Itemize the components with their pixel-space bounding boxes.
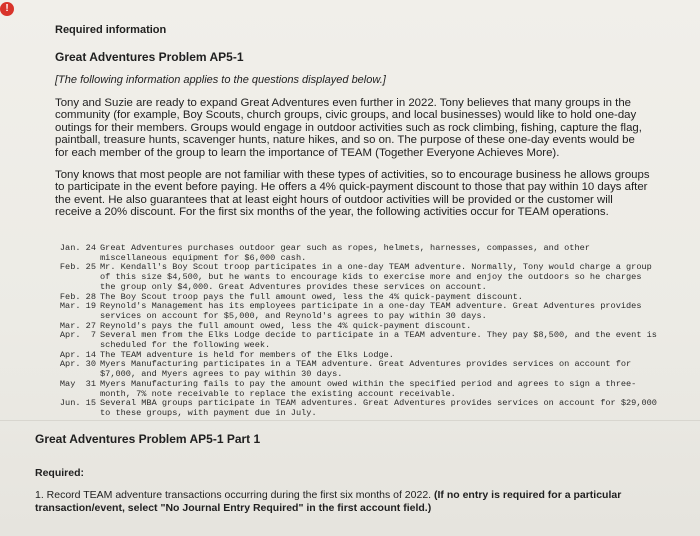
info-note: [The following information applies to the questions displayed below.] — [55, 74, 386, 86]
transaction-row — [50, 263, 660, 292]
transaction-date: Apr. 7 — [59, 330, 96, 341]
transaction-date: Mar. 19 — [59, 301, 96, 312]
transaction-text: The TEAM adventure is held for members of the Elks Lodge. — [100, 349, 394, 360]
transaction-text: Reynold's Management has its employees participate in a one-day TEAM adventure. Great Adventures provides services on account for $5,000, and Reynold's agrees to pay within 30 days. — [100, 301, 642, 321]
instruction-text — [35, 489, 655, 514]
transaction-date: Feb. 25 — [59, 262, 96, 273]
transaction-row — [50, 399, 660, 418]
instruction-bold: (If no entry is required for a particular transaction/event, select "No Journal Entry Required" in the first account field.) — [35, 489, 622, 514]
transaction-text: Myers Manufacturing fails to pay the amount owed within the specified period and agrees to sign a three-month, 7% note receivable to replace the existing account receivable. — [100, 378, 637, 399]
section-divider — [0, 420, 700, 421]
transaction-row — [50, 302, 660, 321]
required-information-heading: Required information — [55, 24, 167, 36]
transaction-date: May 31 — [59, 378, 96, 389]
transaction-text: Myers Manufacturing participates in a TEAM adventure. Great Adventures provides services on account for $7,000, and Myers agrees to pay within 30 days. — [100, 359, 632, 380]
transaction-text: Several MBA groups participate in TEAM adventures. Great Adventures provides services on account for $29,000 to these groups, with payment due in July. — [100, 398, 657, 418]
transaction-list — [50, 244, 660, 419]
transaction-date: Mar. 27 — [59, 320, 96, 331]
transaction-row — [50, 331, 660, 350]
transaction-date: Feb. 28 — [59, 291, 96, 302]
transaction-row — [50, 380, 660, 399]
transaction-text: Mr. Kendall's Boy Scout troop participates in a one-day TEAM adventure. Normally, Tony would charge a group of this size $4,500, but he wants to encourage kids to exercise more and enjoy the outdoors so he charges the group only $4,000. Great Adventures provides these services on account. — [100, 262, 652, 292]
transaction-date: Apr. 30 — [59, 359, 96, 370]
transaction-date: Apr. 14 — [59, 349, 96, 360]
alert-icon: ! — [0, 2, 14, 16]
transaction-text: The Boy Scout troop pays the full amount owed, less the 4% quick-payment discount. — [100, 291, 523, 302]
part-title: Great Adventures Problem AP5-1 Part 1 — [35, 432, 261, 446]
transaction-row — [50, 244, 660, 263]
transaction-text: Reynold's pays the full amount owed, less the 4% quick-payment discount. — [100, 320, 472, 331]
discount-paragraph: Tony knows that most people are not familiar with these types of activities, so to encourage business he allows groups to participate in the event before paying. He offers a 4% quick-payment discount to those that pay within 10 days after the event. He also guarantees that at least eight hours of outdoor activities will be provided or the customer will receive a 20% discount. For the first six months of the year, the following activities occur for TEAM operations. — [55, 169, 650, 219]
transaction-text: Several men from the Elks Lodge decide to participate in a TEAM adventure. They pay $8,500, and the event is scheduled for the following week. — [100, 330, 657, 351]
intro-paragraph: Tony and Suzie are ready to expand Great Adventures even further in 2022. Tony believes that many groups in the community (for example, Boy Scouts, church groups, civic groups, and local businesses) would like to hold one-day outings for their members. Groups would engage in outdoor activities such as rock climbing, fishing, capture the flag, paintball, treasure hunts, scavenger hunts, nature hikes, and so on. The purpose of these one-day events would be for each member of the group to learn the importance of TEAM (Together Everyone Achieves More). — [55, 97, 642, 159]
transaction-row — [50, 360, 660, 379]
instruction-plain: 1. Record TEAM adventure transactions occurring during the first six months of 2022. — [35, 489, 432, 501]
transaction-text: Great Adventures purchases outdoor gear such as ropes, helmets, harnesses, compasses, and other miscellaneous equipment for $6,000 cash. — [100, 243, 590, 263]
transaction-date: Jan. 24 — [59, 243, 96, 253]
problem-title: Great Adventures Problem AP5-1 — [55, 50, 244, 64]
transaction-date: Jun. 15 — [59, 398, 96, 409]
required-label: Required: — [35, 467, 85, 479]
